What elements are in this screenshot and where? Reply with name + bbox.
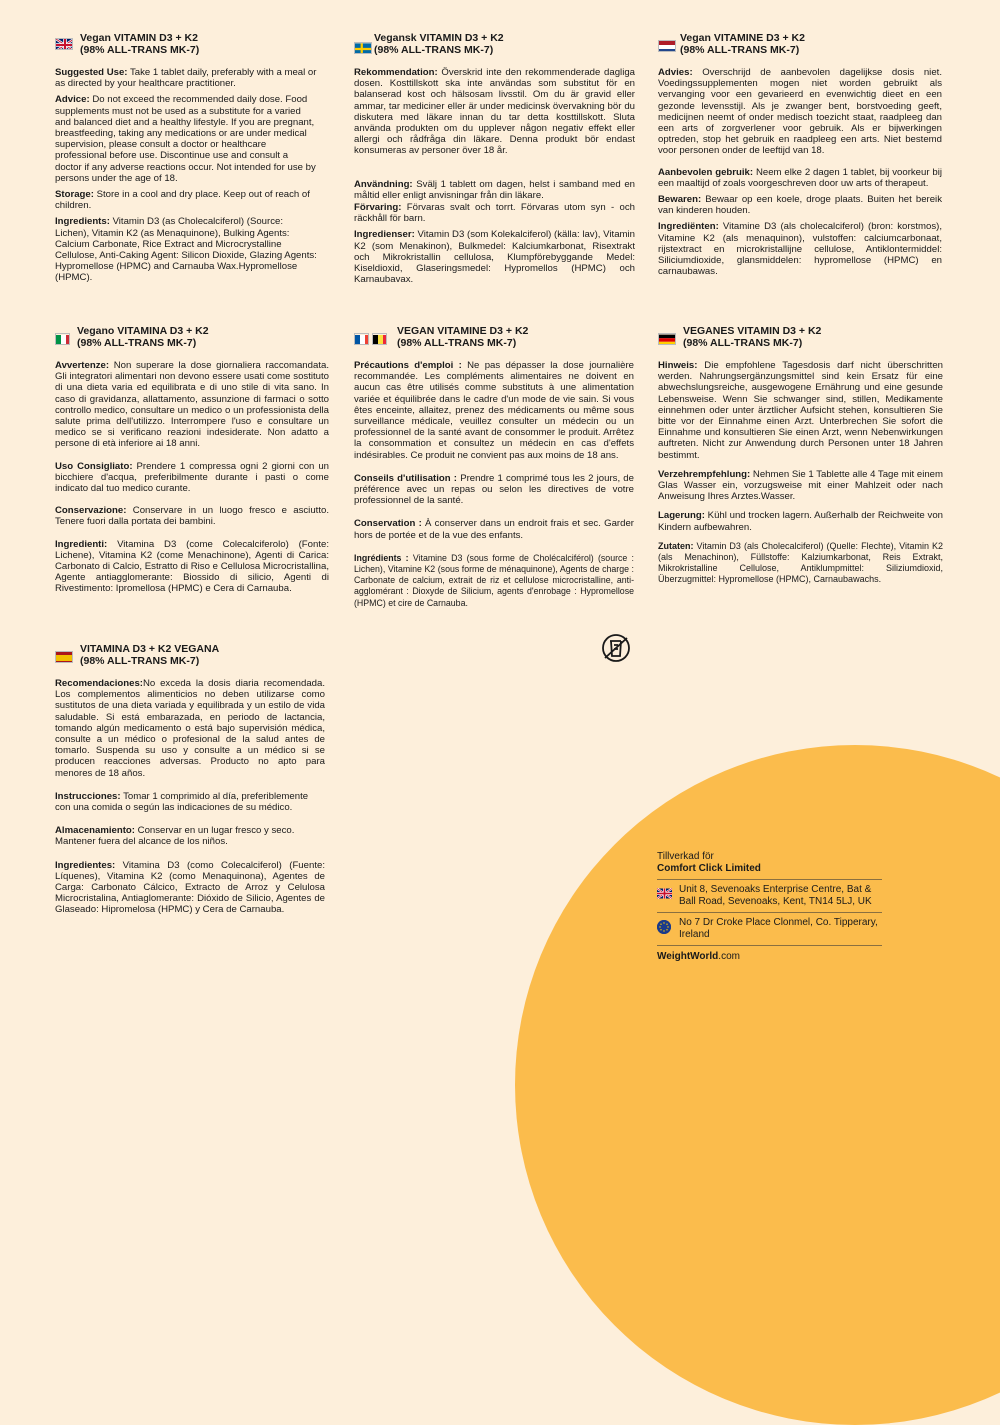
eu-flag-icon bbox=[657, 920, 671, 934]
notice: Hinweis: Die empfohlene Tagesdosis darf nicht überschritten werden. Nahrungsergänzungsmittel sind kein Ersatz für eine abwechslungsreiche, ausgewogene Ernährung und eine gesunde Lebensweise. Wenn Sie schwanger sind, stillen, Medikamente einnehmen oder unter ärztlicher Aufsicht stehen, konsultieren Sie bitte vor der Einnahme einen Arzt. Unterbrechen Sie sofort die Einnahme und konsultieren Sie einen Arzt, wenn Nebenwirkungen auftreten. Nicht zur Anwendung durch Personen unter 18 Jahren bestimmt. bbox=[658, 360, 943, 461]
section-fr bbox=[354, 325, 634, 614]
section-subtitle: (98% ALL-TRANS MK-7) bbox=[397, 337, 517, 349]
storage: Lagerung: Kühl und trocken lagern. Außerhalb der Reichweite von Kindern aufbewahren. bbox=[658, 510, 943, 533]
section-it bbox=[55, 325, 329, 600]
section-subtitle: (98% ALL-TRANS MK-7) bbox=[80, 655, 200, 667]
uk-flag-icon bbox=[657, 888, 672, 899]
made-for-label: Tillverkad för bbox=[657, 851, 714, 862]
precautions: Précautions d'emploi : Ne pas dépasser la dose journalière recommandée. Les compléments alimentaires ne doivent en aucun cas être utilisés comme substituts à une alimentation variée et équilibrée dans le cadre d'un mode de vie sain. Si vous êtes enceinte, allaitez, prenez des médicaments ou même sous surveillance médicale, veuillez consulter un médecin ou un professionnel de la santé avant de consommer le produit. Arrêtez la consommation et consultez un médecin en cas d'effets indésirables. Ce produit ne convient pas aux moins de 18 ans. bbox=[354, 360, 634, 461]
manufacturer-info bbox=[657, 851, 882, 967]
section-subtitle: (98% ALL-TRANS MK-7) bbox=[680, 44, 800, 56]
company-name: Comfort Click Limited bbox=[657, 863, 761, 874]
spain-flag-icon bbox=[55, 651, 73, 663]
storage: Storage: Store in a cool and dry place. Keep out of reach of children. bbox=[55, 189, 310, 212]
section-subtitle: (98% ALL-TRANS MK-7) bbox=[374, 44, 494, 56]
uk-address-row bbox=[657, 879, 882, 912]
ie-address: No 7 Dr Croke Place Clonmel, Co. Tipperary, Ireland bbox=[679, 917, 878, 940]
warnings: Avvertenze: Non superare la dose giornaliera raccomandata. Gli integratori alimentari non devono essere usati come sostituto di una dieta varia ed equilibrata e di uno stile di vita sano. In caso di gravidanza, allattamento, assunzione di farmaci o sotto controllo medico, consultare un medico o un professionista della salute prima dell'utilizzo. Interrompere l'uso e consultare un medico se si verificano reazioni indesiderate. Non adatto a persone di età inferiore ai 18 anni. bbox=[55, 360, 329, 450]
instructions: Instrucciones: Tomar 1 comprimido al día, preferiblemente con una comida o según las indicaciones de su médico. bbox=[55, 790, 309, 814]
usage-advice: Conseils d'utilisation : Prendre 1 comprimé tous les 2 jours, de préférence avec un repas ou selon les directives de votre professionnel de la santé. bbox=[354, 472, 634, 507]
section-es bbox=[55, 643, 325, 921]
section-title: VITAMINA D3 + K2 VEGANA bbox=[80, 643, 220, 655]
uk-flag-icon bbox=[55, 38, 73, 50]
section-title: Vegansk VITAMIN D3 + K2 bbox=[374, 32, 504, 44]
storage: Conservation : À conserver dans un endroit frais et sec. Garder hors de portée et de la vue des enfants. bbox=[354, 518, 634, 541]
netherlands-flag-icon bbox=[658, 40, 676, 52]
advice: Advies: Overschrijd de aanbevolen dagelijkse dosis niet. Voedingssupplementen mogen niet worden gebruikt als vervanging voor een gevarieerd en evenwichtig dieet en een gezonde levensstijl. Als je zwanger bent, borstvoeding geeft, medicijnen neemt of onder medisch toezicht staat, raadpleeg dan een arts of zorgverlener voor gebruik. Als er bijwerkingen optreden, stop het gebruik en raadpleeg een arts. Niet bestemd voor personen onder de leeftijd van 18. bbox=[658, 67, 942, 157]
usage: Användning: Svälj 1 tablett om dagen, helst i samband med en måltid eller enligt anvisningar från din läkare. bbox=[354, 178, 635, 201]
section-subtitle: (98% ALL-TRANS MK-7) bbox=[80, 44, 200, 56]
ie-address-row bbox=[657, 912, 882, 945]
section-nl bbox=[658, 32, 942, 282]
brand-suffix: .com bbox=[718, 951, 740, 962]
section-title: VEGAN VITAMINE D3 + K2 bbox=[397, 325, 529, 337]
recommendations: Recomendaciones:No exceda la dosis diaria recomendada. Los complementos alimenticios no deben utilizarse como sustitutos de una dieta variada y equilibrada y un estilo de vida saludable. Si está embarazada, en periodo de lactancia, tomando algún medicamento o está bajo supervisión médica, consulte a un médico o profesional de la salud antes de tomarlo. Suspenda su uso y consulte a un médico si se producen reacciones adversas. Producto no apto para menores de 18 años. bbox=[55, 678, 325, 779]
ingredients: Ingredienser: Vitamin D3 (som Kolekalciferol) (källa: lav), Vitamin K2 (som Menakinon), Bulkmedel: Kalciumkarbonat, Risextrakt och Mikrokristallin cellulosa, Klumpförebyggande Medel: Kiseldioxid, Glaseringsmedel: Hypromellos (HPMC) och Karnaubavax. bbox=[354, 229, 635, 286]
storage: Förvaring: Förvaras svalt och torrt. Förvaras utom syn - och räckhåll för barn. bbox=[354, 202, 635, 225]
uk-address: Unit 8, Sevenoaks Enterprise Centre, Bat & Ball Road, Sevenoaks, Kent, TN14 5LJ, UK bbox=[679, 884, 872, 907]
suggested-use: Suggested Use: Take 1 tablet daily, preferably with a meal or as directed by your healthcare practitioner. bbox=[55, 67, 317, 90]
ingredients: Ingredientes: Vitamina D3 (como Colecalciferol) (Fuente: Líquenes), Vitamina K2 (como Menaquinona), Agentes de Carga: Carbonato Cálcico, Extracto de Arroz y Celulosa Microcristalina, Antiaglomerante: Dióxido de Silicio, Agentes de Glaseado: Hipromelosa (HPMC) y Cera de Carnauba. bbox=[55, 859, 325, 916]
sweden-flag-icon bbox=[354, 42, 372, 54]
advice: Advice: Do not exceed the recommended daily dose. Food supplements must not be used as a substitute for a varied and balanced diet and a healthy lifestyle. If you are pregnant, breastfeeding, taking any medications or are under medical supervision, please consult a doctor or healthcare professional before use. Discontinue use and consult a doctor if any adverse reactions occur. Not intended for use by persons under the age of 18. bbox=[55, 94, 316, 184]
storage: Conservazione: Conservare in un luogo fresco e asciutto. Tenere fuori dalla portata dei bambini. bbox=[55, 505, 329, 528]
section-se bbox=[354, 32, 635, 290]
brand-name: WeightWorld bbox=[657, 951, 719, 962]
recommended-use: Aanbevolen gebruik: Neem elke 2 dagen 1 tablet, bij voorkeur bij een maaltijd of zoals voorgeschreven door uw arts of therapeut. bbox=[658, 166, 943, 189]
ingredients: Zutaten: Vitamin D3 (als Cholecalciferol) (Quelle: Flechte), Vitamin K2 (als Menachinon), Füllstoffe: Kalziumkarbonat, Reis Extrakt, Mikrokristalline Cellulose, Antiklumpmittel: Siliziumdioxid, Überzugmittel: Hypromellose (HPMC), Carnaubawachs. bbox=[658, 540, 943, 585]
storage: Bewaren: Bewaar op een koele, droge plaats. Buiten het bereik van kinderen houden. bbox=[658, 194, 942, 217]
ingredients: Ingrediënten: Vitamine D3 (als cholecalciferol) (bron: korstmos), Vitamine K2 (als menaquinon), vulstoffen: calciumcarbonaat, rijstextract en microkristallijne cellulose, Antiklontermiddel: Siliciumdioxide, glansmiddelen: hypromellose (HPMC) en carnaubawas. bbox=[658, 221, 942, 278]
storage: Almacenamiento: Conservar en un lugar fresco y seco. Mantener fuera del alcance de los niños. bbox=[55, 825, 295, 848]
section-title: VEGANES VITAMIN D3 + K2 bbox=[683, 325, 822, 337]
belgium-flag-icon bbox=[372, 333, 387, 345]
section-de bbox=[658, 325, 943, 591]
recycle-bin-icon bbox=[600, 632, 632, 664]
recommended-use: Verzehrempfehlung: Nehmen Sie 1 Tablette alle 4 Tage mit einem Glas Wasser ein, vorzugsweise mit einer Mahlzeit oder nach Anweisung Ihres Arztes.Wasser. bbox=[658, 468, 943, 503]
brand-website bbox=[657, 945, 882, 967]
germany-flag-icon bbox=[658, 333, 676, 345]
recommendation: Rekommendation: Överskrid inte den rekommenderade dagliga dosen. Kosttillskott ska inte användas som substitut för en balanserad kost och hälsosam livsstil. Om du är gravid eller ammar, tar mediciner eller är under medicinsk övervakning bör du diskutera med läkare innan du tar detta kosttillskott. Sluta använda produkten om du upplever någon negativ effekt eller allergi och rådfråga din läkare. Denna produkt bör endast konsumeras av personer över 18 år. bbox=[354, 67, 635, 157]
section-title: Vegano VITAMINA D3 + K2 bbox=[77, 325, 209, 337]
decorative-circle bbox=[515, 745, 1000, 1425]
france-flag-icon bbox=[354, 333, 369, 345]
italy-flag-icon bbox=[55, 333, 70, 345]
section-title: Vegan VITAMIN D3 + K2 bbox=[80, 32, 198, 44]
section-subtitle: (98% ALL-TRANS MK-7) bbox=[77, 337, 197, 349]
section-subtitle: (98% ALL-TRANS MK-7) bbox=[683, 337, 803, 349]
section-uk bbox=[55, 32, 317, 289]
ingredients: Ingredienti: Vitamina D3 (come Colecalciferolo) (Fonte: Lichene), Vitamina K2 (come Menachinone), Agenti di Carica: Carbonato di Calcio, Estratto di Riso e Cellulosa Microcristallina, Agente antiagglomerante: Biossido di silicio, Agenti di Rivestimento: Ipromellosa (HPMC) e Cera di Carnauba. bbox=[55, 538, 329, 595]
recommended-use: Uso Consigliato: Prendere 1 compressa ogni 2 giorni con un bicchiere d'acqua, preferibilmente durante i pasti o come indicato dal tuo medico curante. bbox=[55, 460, 329, 495]
ingredients: Ingredients: Vitamin D3 (as Cholecalciferol) (Source: Lichen), Vitamin K2 (as Menaquinone), Bulking Agents: Calcium Carbonate, Rice Extract and Microcrystalline Cellulose, Anti-Caking Agent: Silicon Dioxide, Glazing Agents: Hypromellose (HPMC) and Carnauba Wax.Hypromellose (HPMC). bbox=[55, 216, 317, 284]
section-title: Vegan VITAMINE D3 + K2 bbox=[680, 32, 805, 44]
ingredients: Ingrédients : Vitamine D3 (sous forme de Cholécalciférol) (source : Lichen), Vitamine K2 (sous forme de ménaquinone), Agents de charge : Carbonate de calcium, extrait de riz et cellulose microcristalline, anti-agglomérant : Dioxyde de Silicium, agents d'enrobage : Hypromellose (HPMC) et cire de Carnauba. bbox=[354, 552, 634, 608]
